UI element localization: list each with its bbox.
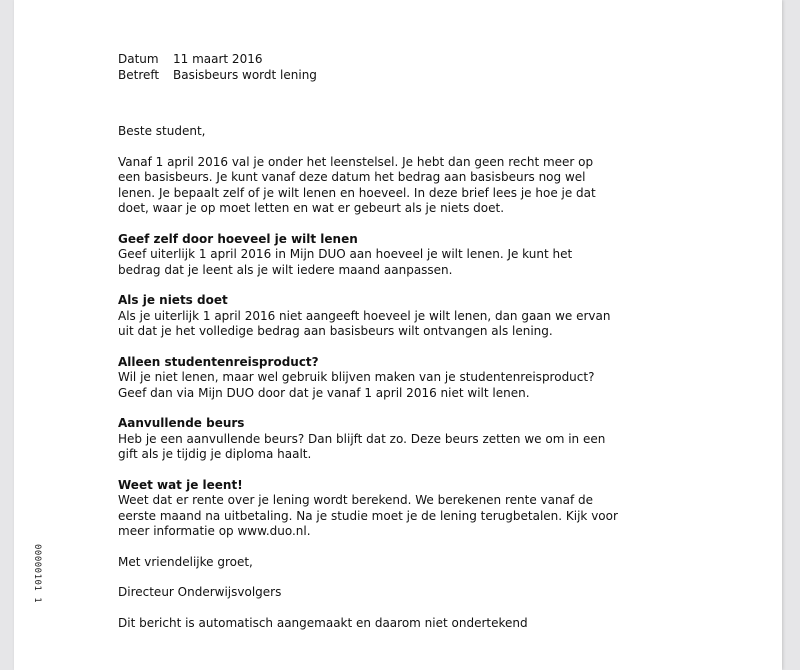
section-heading: Geef zelf door hoeveel je wilt lenen [118, 231, 358, 246]
letter-closing [118, 555, 618, 632]
section-body: Heb je een aanvullende beurs? Dan blijft dat zo. Deze beurs zetten we om in een gift als je tijdig je diploma haalt. [118, 431, 606, 461]
date-label: Datum [118, 52, 159, 66]
section-heading: Weet wat je leent! [118, 477, 243, 492]
intro-paragraph: Vanaf 1 april 2016 val je onder het leenstelsel. Je hebt dan geen recht meer op een basisbeurs. Je kunt vanaf deze datum het bedrag aan basisbeurs nog wel lenen. Je bepaalt zelf of je wilt lenen en hoeveel. In deze brief lees je hoe je dat doet, waar je op moet letten en wat er gebeurt als je niets doet. [118, 154, 596, 215]
letter-page [14, 0, 782, 670]
letter-meta [118, 52, 618, 83]
section-heading: Alleen studentenreisproduct? [118, 354, 319, 369]
section-know-what-you-borrow [118, 478, 618, 540]
section-supplementary-grant [118, 416, 618, 463]
closing-note: Dit bericht is automatisch aangemaakt en daarom niet ondertekend [118, 615, 528, 630]
closing-greeting: Met vriendelijke groet, [118, 554, 253, 569]
document-reference-code: 00000101 1 [32, 544, 42, 604]
subject-row [118, 68, 618, 84]
date-value: 11 maart 2016 [173, 52, 263, 66]
closing-signatory: Directeur Onderwijsvolgers [118, 585, 282, 599]
section-travel-product [118, 355, 618, 402]
section-heading: Aanvullende beurs [118, 416, 245, 430]
section-borrow-amount [118, 232, 618, 279]
subject-value: Basisbeurs wordt lening [173, 67, 317, 82]
section-heading: Als je niets doet [118, 293, 228, 307]
subject-label: Betreft [118, 67, 160, 82]
salutation: Beste student, [118, 124, 206, 138]
section-do-nothing [118, 293, 618, 340]
section-body: Als je uiterlijk 1 april 2016 niet aangeeft hoeveel je wilt lenen, dan gaan we ervan uit dat je het volledige bedrag aan basisbeurs wilt ontvangen als lening. [118, 308, 611, 338]
section-body: Wil je niet lenen, maar wel gebruik blijven maken van je studentenreisproduct? Geef dan via Mijn DUO door dat je vanaf 1 april 2016 niet wilt lenen. [118, 370, 595, 400]
date-row [118, 52, 618, 68]
section-body: Weet dat er rente over je lening wordt berekend. We berekenen rente vanaf de eerste maand na uitbetaling. Na je studie moet je de lening terugbetalen. Kijk voor meer informatie op www.duo.nl. [118, 493, 618, 538]
letter-content [118, 52, 618, 631]
section-body: Geef uiterlijk 1 april 2016 in Mijn DUO aan hoeveel je wilt lenen. Je kunt het bedrag dat je leent als je wilt iedere maand aanpassen. [118, 247, 573, 277]
